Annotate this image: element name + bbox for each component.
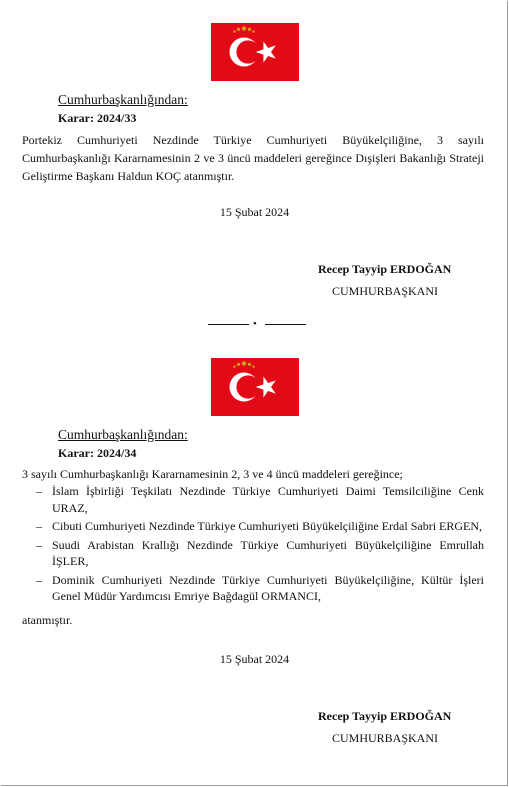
decree2-closing: atanmıştır.: [22, 613, 73, 627]
decree1-signer-title: CUMHURBAŞKANI: [332, 284, 439, 298]
turkish-flag-emblem-icon: [211, 358, 299, 416]
list-item: – Cibuti Cumhuriyeti Nezdinde Türkiye Cumhuriyeti Büyükelçiliğine Erdal Sabri ERGEN,: [36, 519, 483, 533]
decree2-signer-title: CUMHURBAŞKANI: [332, 731, 439, 745]
decree2-intro: 3 sayılı Cumhurbaşkanlığı Kararnamesinin 2, 3 ve 4 üncü maddeleri gereğince;: [22, 467, 403, 481]
list-dash: –: [36, 519, 42, 533]
section-separator: [208, 317, 306, 331]
list-dash: –: [36, 484, 42, 498]
appointment-list: [22, 483, 484, 607]
list-item: – İslam İşbirliği Teşkilatı Nezdinde Türkiye Cumhuriyeti Daimi Temsilciliğine Cenk URAZ,: [36, 484, 484, 515]
decree1-signer: Recep Tayyip ERDOĞAN: [318, 262, 452, 276]
turkish-flag-emblem-icon: [211, 23, 299, 81]
separator-bullet: •: [253, 318, 257, 330]
decree2-authority-heading: Cumhurbaşkanlığından:: [58, 427, 188, 442]
decree2-signer: Recep Tayyip ERDOĞAN: [318, 709, 452, 723]
decree1-authority-heading: Cumhurbaşkanlığından:: [58, 92, 188, 107]
decree1-number: Karar: 2024/33: [58, 111, 137, 125]
separator-line-right: [265, 324, 306, 325]
decree1-date: 15 Şubat 2024: [219, 205, 290, 219]
decree2-number: Karar: 2024/34: [58, 446, 137, 460]
decree2-date: 15 Şubat 2024: [219, 652, 290, 666]
list-item: – Dominik Cumhuriyeti Nezdinde Türkiye Cumhuriyeti Büyükelçiliğine, Kültür İşleri Genel Müdür Yardımcısı Emriye Bağdagül ORMANCI,: [36, 572, 484, 603]
decree1-body: Portekiz Cumhuriyeti Nezdinde Türkiye Cumhuriyeti Büyükelçiliğine, 3 sayılı Cumhurbaşkanlığı Kararnamesinin 2 ve 3 üncü maddeleri gereğince Dışişleri Bakanlığı Strateji Geliştirme Başkanı Haldun KOÇ atanmıştır.: [22, 133, 484, 183]
list-dash: –: [36, 572, 42, 587]
list-item: – Suudi Arabistan Krallığı Nezdinde Türkiye Cumhuriyeti Büyükelçiliğine Emrullah İŞLER,: [36, 537, 484, 568]
list-dash: –: [36, 537, 42, 552]
separator-line-left: [208, 324, 249, 325]
